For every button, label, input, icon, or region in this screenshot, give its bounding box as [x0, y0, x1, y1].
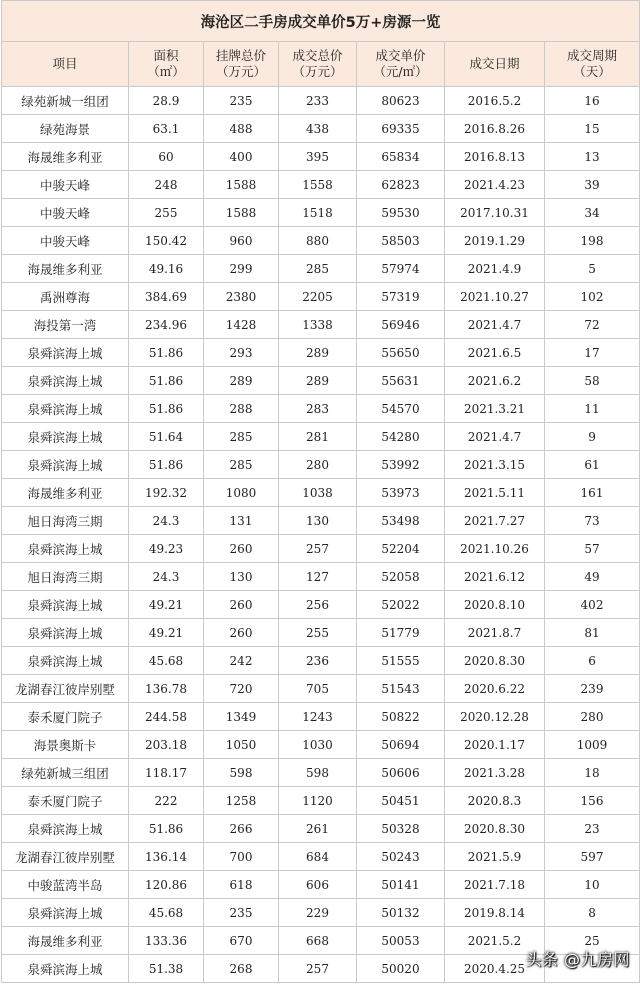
cell-unit-price: 50606: [357, 759, 445, 787]
cell-deal-price: 280: [279, 451, 357, 479]
header-deal-date: [445, 42, 545, 87]
cell-list-price: 260: [204, 619, 279, 647]
header-text: 成交周期: [567, 48, 618, 63]
cell-area: 203.18: [129, 731, 204, 759]
cell-area: 51.86: [129, 815, 204, 843]
cell-list-price: 268: [204, 955, 279, 983]
cell-area: 234.96: [129, 311, 204, 339]
table-row: [2, 283, 640, 311]
cell-unit-price: 51543: [357, 675, 445, 703]
cell-area: 118.17: [129, 759, 204, 787]
cell-unit-price: 50132: [357, 899, 445, 927]
header-text: 成交总价: [292, 48, 343, 63]
table-row: [2, 339, 640, 367]
table-row: [2, 199, 640, 227]
cell-area: 28.9: [129, 87, 204, 115]
cell-deal-price: 256: [279, 591, 357, 619]
cell-deal-cycle: 11: [545, 395, 640, 423]
cell-list-price: 960: [204, 227, 279, 255]
cell-deal-price: 261: [279, 815, 357, 843]
cell-list-price: 1588: [204, 199, 279, 227]
cell-project: 泉舜滨海上城: [2, 647, 129, 675]
header-row: [2, 42, 640, 87]
cell-list-price: 488: [204, 115, 279, 143]
cell-deal-date: 2021.10.26: [445, 535, 545, 563]
table-row: [2, 143, 640, 171]
header-text: 挂牌总价: [215, 48, 266, 63]
cell-deal-price: 283: [279, 395, 357, 423]
cell-list-price: 1349: [204, 703, 279, 731]
cell-list-price: 670: [204, 927, 279, 955]
cell-area: 51.64: [129, 423, 204, 451]
cell-project: 泰禾厦门院子: [2, 787, 129, 815]
cell-list-price: 2380: [204, 283, 279, 311]
cell-project: 海景奥斯卡: [2, 731, 129, 759]
table-row: [2, 395, 640, 423]
cell-deal-date: 2021.3.15: [445, 451, 545, 479]
cell-deal-cycle: 23: [545, 815, 640, 843]
cell-deal-cycle: 16: [545, 87, 640, 115]
cell-deal-cycle: 15: [545, 115, 640, 143]
cell-unit-price: 65834: [357, 143, 445, 171]
cell-project: 泉舜滨海上城: [2, 367, 129, 395]
cell-deal-price: 1243: [279, 703, 357, 731]
cell-project: 旭日海湾三期: [2, 507, 129, 535]
cell-deal-cycle: 6: [545, 647, 640, 675]
cell-deal-date: 2021.3.21: [445, 395, 545, 423]
cell-deal-cycle: 81: [545, 619, 640, 647]
cell-unit-price: 51779: [357, 619, 445, 647]
cell-deal-date: 2020.6.22: [445, 675, 545, 703]
header-text: （㎡）: [147, 64, 185, 79]
cell-deal-price: 229: [279, 899, 357, 927]
cell-list-price: 1080: [204, 479, 279, 507]
header-project: [2, 42, 129, 87]
cell-unit-price: 58503: [357, 227, 445, 255]
cell-deal-price: 598: [279, 759, 357, 787]
cell-unit-price: 55631: [357, 367, 445, 395]
cell-project: 海投第一湾: [2, 311, 129, 339]
cell-unit-price: 50141: [357, 871, 445, 899]
cell-list-price: 299: [204, 255, 279, 283]
header-deal-cycle: [545, 42, 640, 87]
table-row: [2, 591, 640, 619]
cell-project: 绿苑海景: [2, 115, 129, 143]
cell-deal-date: 2021.7.18: [445, 871, 545, 899]
table-row: [2, 535, 640, 563]
cell-deal-date: 2021.6.12: [445, 563, 545, 591]
cell-deal-price: 289: [279, 367, 357, 395]
table-row: [2, 115, 640, 143]
cell-area: 51.86: [129, 451, 204, 479]
cell-unit-price: 53498: [357, 507, 445, 535]
cell-area: 136.78: [129, 675, 204, 703]
cell-project: 泉舜滨海上城: [2, 339, 129, 367]
cell-deal-cycle: 402: [545, 591, 640, 619]
cell-list-price: 285: [204, 423, 279, 451]
table-title: 海沧区二手房成交单价5万+房源一览: [2, 1, 640, 42]
table-row: [2, 843, 640, 871]
cell-deal-cycle: 239: [545, 675, 640, 703]
cell-deal-price: 1120: [279, 787, 357, 815]
cell-list-price: 260: [204, 535, 279, 563]
cell-list-price: 1050: [204, 731, 279, 759]
cell-deal-date: 2021.4.7: [445, 311, 545, 339]
cell-project: 绿苑新城三组团: [2, 759, 129, 787]
cell-project: 龙湖春江彼岸别墅: [2, 843, 129, 871]
cell-area: 24.3: [129, 507, 204, 535]
cell-deal-cycle: 161: [545, 479, 640, 507]
cell-project: 中骏天峰: [2, 199, 129, 227]
cell-deal-date: 2016.8.26: [445, 115, 545, 143]
cell-area: 45.68: [129, 647, 204, 675]
cell-area: 49.21: [129, 619, 204, 647]
cell-area: 150.42: [129, 227, 204, 255]
cell-unit-price: 52058: [357, 563, 445, 591]
table-row: [2, 815, 640, 843]
cell-unit-price: 59530: [357, 199, 445, 227]
cell-deal-cycle: 25: [545, 927, 640, 955]
cell-deal-cycle: 73: [545, 507, 640, 535]
cell-deal-cycle: 280: [545, 703, 640, 731]
cell-deal-cycle: 72: [545, 311, 640, 339]
cell-list-price: 288: [204, 395, 279, 423]
cell-deal-date: 2017.10.31: [445, 199, 545, 227]
cell-project: 泰禾厦门院子: [2, 703, 129, 731]
cell-list-price: 1588: [204, 171, 279, 199]
price-table: [1, 0, 640, 983]
cell-deal-cycle: 9: [545, 423, 640, 451]
cell-deal-price: 236: [279, 647, 357, 675]
cell-unit-price: 50053: [357, 927, 445, 955]
cell-area: 60: [129, 143, 204, 171]
cell-unit-price: 57974: [357, 255, 445, 283]
header-area: [129, 42, 204, 87]
cell-deal-date: 2021.8.7: [445, 619, 545, 647]
cell-deal-price: 2205: [279, 283, 357, 311]
cell-deal-price: 395: [279, 143, 357, 171]
cell-unit-price: 50328: [357, 815, 445, 843]
table-row: [2, 787, 640, 815]
cell-deal-date: 2020.4.25: [445, 955, 545, 983]
cell-deal-price: 233: [279, 87, 357, 115]
cell-list-price: 130: [204, 563, 279, 591]
cell-deal-price: 130: [279, 507, 357, 535]
cell-deal-price: 1038: [279, 479, 357, 507]
cell-unit-price: 54570: [357, 395, 445, 423]
cell-deal-cycle: 5: [545, 255, 640, 283]
cell-project: 泉舜滨海上城: [2, 591, 129, 619]
cell-project: 泉舜滨海上城: [2, 451, 129, 479]
cell-area: 133.36: [129, 927, 204, 955]
table-row: [2, 227, 640, 255]
cell-deal-price: 257: [279, 535, 357, 563]
cell-deal-cycle: 34: [545, 199, 640, 227]
cell-deal-cycle: 597: [545, 843, 640, 871]
cell-unit-price: 52022: [357, 591, 445, 619]
cell-unit-price: 50451: [357, 787, 445, 815]
cell-unit-price: 54280: [357, 423, 445, 451]
cell-area: 255: [129, 199, 204, 227]
header-text: （天）: [573, 64, 611, 79]
cell-project: 中骏天峰: [2, 171, 129, 199]
cell-deal-price: 705: [279, 675, 357, 703]
cell-deal-date: 2020.1.17: [445, 731, 545, 759]
cell-deal-date: 2020.8.30: [445, 647, 545, 675]
cell-list-price: 235: [204, 899, 279, 927]
cell-area: 49.23: [129, 535, 204, 563]
cell-deal-price: 1518: [279, 199, 357, 227]
cell-list-price: 131: [204, 507, 279, 535]
cell-unit-price: 69335: [357, 115, 445, 143]
cell-deal-date: 2021.5.9: [445, 843, 545, 871]
table-row: [2, 507, 640, 535]
table-row: [2, 423, 640, 451]
cell-unit-price: 52204: [357, 535, 445, 563]
cell-unit-price: 62823: [357, 171, 445, 199]
cell-list-price: 1258: [204, 787, 279, 815]
header-text: 面积: [153, 48, 179, 63]
cell-unit-price: 80623: [357, 87, 445, 115]
table-row: [2, 899, 640, 927]
cell-project: 禹洲尊海: [2, 283, 129, 311]
cell-deal-date: 2020.8.10: [445, 591, 545, 619]
cell-unit-price: 50694: [357, 731, 445, 759]
cell-area: 51.86: [129, 367, 204, 395]
cell-deal-date: 2021.7.27: [445, 507, 545, 535]
cell-deal-price: 257: [279, 955, 357, 983]
header-unit-price: [357, 42, 445, 87]
table-row: [2, 703, 640, 731]
cell-area: 248: [129, 171, 204, 199]
cell-unit-price: 51555: [357, 647, 445, 675]
cell-project: 海晟维多利亚: [2, 927, 129, 955]
header-text: （万元）: [215, 64, 266, 79]
table-row: [2, 367, 640, 395]
cell-deal-price: 438: [279, 115, 357, 143]
cell-list-price: 289: [204, 367, 279, 395]
cell-deal-date: 2021.4.23: [445, 171, 545, 199]
cell-area: 45.68: [129, 899, 204, 927]
cell-deal-date: 2019.1.29: [445, 227, 545, 255]
cell-deal-price: 289: [279, 339, 357, 367]
cell-unit-price: 55650: [357, 339, 445, 367]
cell-area: 49.16: [129, 255, 204, 283]
cell-area: 384.69: [129, 283, 204, 311]
table-row: [2, 759, 640, 787]
cell-list-price: 242: [204, 647, 279, 675]
cell-deal-date: 2021.4.7: [445, 423, 545, 451]
cell-project: 中骏天峰: [2, 227, 129, 255]
cell-deal-price: 127: [279, 563, 357, 591]
cell-list-price: 720: [204, 675, 279, 703]
table-row: [2, 871, 640, 899]
cell-deal-date: 2021.10.27: [445, 283, 545, 311]
cell-unit-price: 53992: [357, 451, 445, 479]
cell-deal-date: 2019.8.14: [445, 899, 545, 927]
cell-project: 海晟维多利亚: [2, 143, 129, 171]
cell-project: 旭日海湾三期: [2, 563, 129, 591]
cell-project: 海晟维多利亚: [2, 479, 129, 507]
cell-area: 222: [129, 787, 204, 815]
table-row: [2, 87, 640, 115]
cell-deal-cycle: 58: [545, 367, 640, 395]
cell-list-price: 598: [204, 759, 279, 787]
cell-deal-cycle: 102: [545, 283, 640, 311]
cell-list-price: 1428: [204, 311, 279, 339]
cell-list-price: 618: [204, 871, 279, 899]
cell-unit-price: 50822: [357, 703, 445, 731]
cell-deal-cycle: 8: [545, 899, 640, 927]
table-row: [2, 451, 640, 479]
cell-project: 海晟维多利亚: [2, 255, 129, 283]
table-row: [2, 731, 640, 759]
cell-deal-date: 2020.12.28: [445, 703, 545, 731]
cell-deal-cycle: 57: [545, 535, 640, 563]
cell-deal-price: 684: [279, 843, 357, 871]
table-row: [2, 311, 640, 339]
cell-deal-price: 285: [279, 255, 357, 283]
cell-deal-date: 2021.3.28: [445, 759, 545, 787]
cell-deal-price: 1338: [279, 311, 357, 339]
cell-project: 泉舜滨海上城: [2, 423, 129, 451]
cell-area: 192.32: [129, 479, 204, 507]
table-row: [2, 171, 640, 199]
cell-area: 49.21: [129, 591, 204, 619]
header-text: 成交日期: [469, 56, 520, 71]
cell-deal-cycle: 49: [545, 563, 640, 591]
cell-area: 120.86: [129, 871, 204, 899]
cell-project: 泉舜滨海上城: [2, 619, 129, 647]
cell-deal-cycle: 17: [545, 339, 640, 367]
table-row: [2, 619, 640, 647]
table-row: [2, 647, 640, 675]
cell-unit-price: 53973: [357, 479, 445, 507]
cell-area: 63.1: [129, 115, 204, 143]
header-list-price: [204, 42, 279, 87]
cell-deal-price: 668: [279, 927, 357, 955]
cell-area: 51.86: [129, 339, 204, 367]
cell-list-price: 266: [204, 815, 279, 843]
header-text: （元/㎡）: [373, 64, 428, 79]
cell-deal-price: 255: [279, 619, 357, 647]
cell-deal-cycle: 10: [545, 871, 640, 899]
table-row: [2, 675, 640, 703]
cell-deal-price: 281: [279, 423, 357, 451]
header-text: 成交单价: [375, 48, 426, 63]
cell-deal-date: 2021.5.11: [445, 479, 545, 507]
cell-unit-price: 57319: [357, 283, 445, 311]
cell-deal-cycle: 198: [545, 227, 640, 255]
cell-deal-price: 880: [279, 227, 357, 255]
cell-deal-cycle: 61: [545, 451, 640, 479]
cell-deal-date: 2021.5.2: [445, 927, 545, 955]
cell-unit-price: 50020: [357, 955, 445, 983]
cell-project: 泉舜滨海上城: [2, 395, 129, 423]
table-row: [2, 563, 640, 591]
header-deal-price: [279, 42, 357, 87]
cell-project: 绿苑新城一组团: [2, 87, 129, 115]
cell-project: 泉舜滨海上城: [2, 955, 129, 983]
cell-unit-price: 50243: [357, 843, 445, 871]
cell-deal-date: 2021.4.9: [445, 255, 545, 283]
watermark-label: 头条 @九房网: [525, 950, 630, 969]
cell-deal-date: 2016.8.13: [445, 143, 545, 171]
cell-project: 中骏蓝湾半岛: [2, 871, 129, 899]
cell-project: 泉舜滨海上城: [2, 899, 129, 927]
table-row: [2, 479, 640, 507]
cell-deal-price: 1030: [279, 731, 357, 759]
header-text: 项目: [52, 56, 78, 71]
cell-area: 51.86: [129, 395, 204, 423]
cell-deal-date: 2020.8.3: [445, 787, 545, 815]
cell-deal-cycle: 1009: [545, 731, 640, 759]
cell-area: 24.3: [129, 563, 204, 591]
cell-deal-price: 606: [279, 871, 357, 899]
cell-area: 136.14: [129, 843, 204, 871]
cell-deal-cycle: 39: [545, 171, 640, 199]
cell-list-price: 700: [204, 843, 279, 871]
cell-list-price: 260: [204, 591, 279, 619]
title-row: [2, 1, 640, 42]
cell-deal-date: 2021.6.5: [445, 339, 545, 367]
cell-list-price: 400: [204, 143, 279, 171]
cell-deal-date: 2016.5.2: [445, 87, 545, 115]
cell-deal-date: 2020.8.30: [445, 815, 545, 843]
table-row: [2, 255, 640, 283]
cell-area: 244.58: [129, 703, 204, 731]
cell-deal-cycle: 156: [545, 787, 640, 815]
cell-deal-cycle: 18: [545, 759, 640, 787]
cell-project: 泉舜滨海上城: [2, 535, 129, 563]
cell-area: 51.38: [129, 955, 204, 983]
cell-deal-price: 1558: [279, 171, 357, 199]
cell-list-price: 285: [204, 451, 279, 479]
cell-list-price: 293: [204, 339, 279, 367]
header-text: （万元）: [292, 64, 343, 79]
cell-list-price: 235: [204, 87, 279, 115]
cell-deal-date: 2021.6.2: [445, 367, 545, 395]
cell-project: 龙湖春江彼岸别墅: [2, 675, 129, 703]
cell-project: 泉舜滨海上城: [2, 815, 129, 843]
cell-deal-cycle: 13: [545, 143, 640, 171]
cell-unit-price: 56946: [357, 311, 445, 339]
